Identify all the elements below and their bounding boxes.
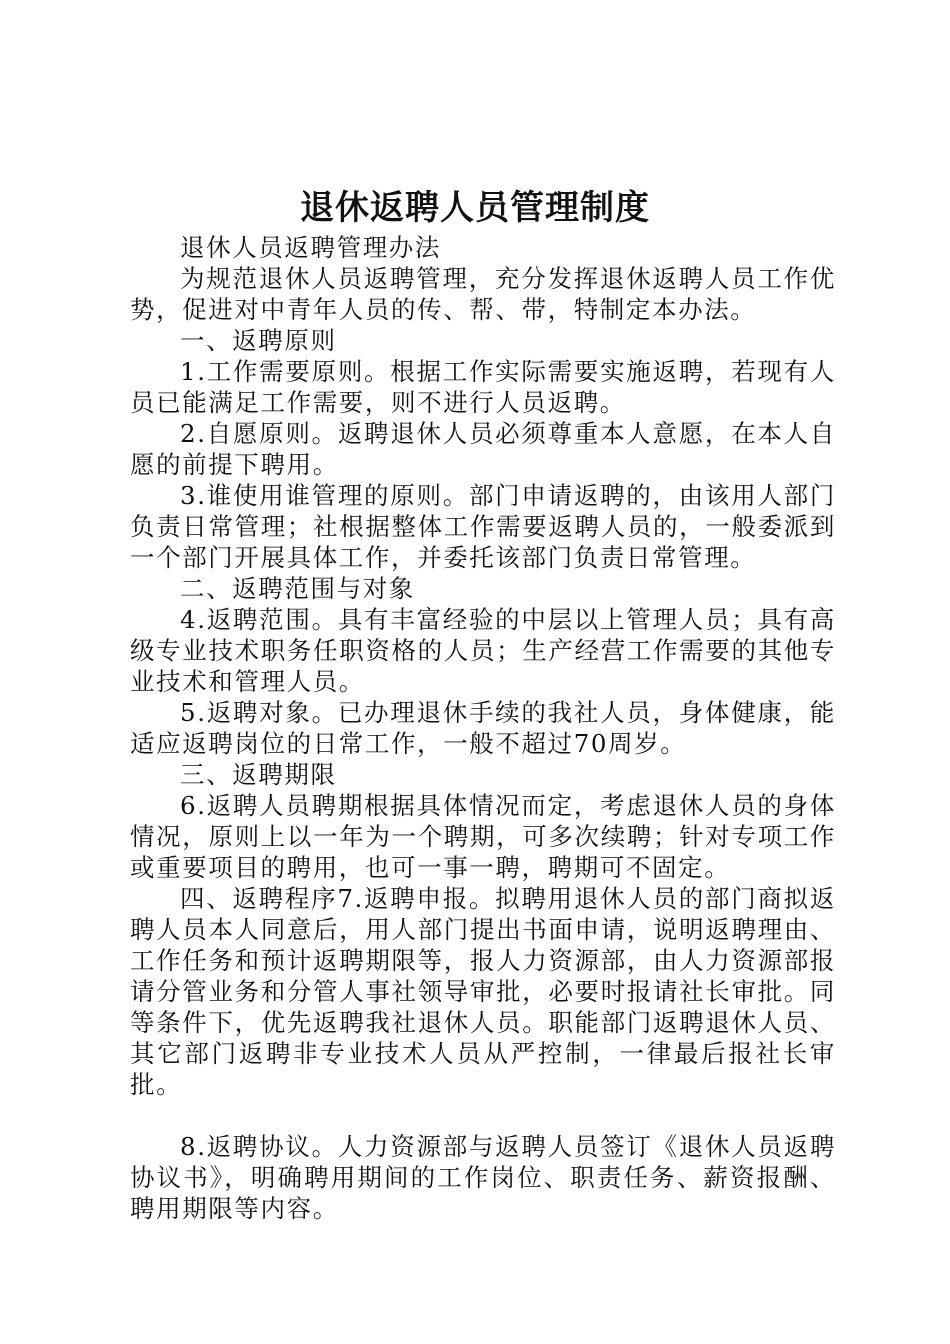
intro-paragraph: 为规范退休人员返聘管理，充分发挥退休返聘人员工作优势，促进对中青年人员的传、帮、带，特制定本办法。 [130,264,836,324]
clause-4-paragraph: 4.返聘范围。具有丰富经验的中层以上管理人员；具有高级专业技术职务任职资格的人员；生产经营工作需要的其他专业技术和管理人员。 [130,605,836,696]
page-title: 退休返聘人员管理制度 [300,188,650,228]
section-heading-scope: 二、返聘范围与对象 [180,574,415,603]
clause-3-paragraph: 3.谁使用谁管理的原则。部门申请返聘的，由该用人部门负责日常管理；社根据整体工作需要返聘人员的，一般委派到一个部门开展具体工作，并委托该部门负责日常管理。 [130,481,836,572]
section-heading-term: 三、返聘期限 [180,760,337,789]
document-body [130,232,836,1224]
section-heading-principles: 一、返聘原则 [180,326,337,355]
clause-7-paragraph: 四、返聘程序7.返聘申报。拟聘用退休人员的部门商拟返聘人员本人同意后，用人部门提出书面申请，说明返聘理由、工作任务和预计返聘期限等，报人力资源部，由人力资源部报请分管业务和分管人事社领导审批，必要时报请社长审批。同等条件下，优先返聘我社退休人员。职能部门返聘退休人员、其它部门返聘非专业技术人员从严控制，一律最后报社长审批。 [130,884,836,1099]
subtitle-paragraph: 退休人员返聘管理办法 [180,233,441,262]
clause-5-paragraph: 5.返聘对象。已办理退休手续的我社人员，身体健康，能适应返聘岗位的日常工作，一般不超过70周岁。 [130,698,836,758]
clause-1-paragraph: 1.工作需要原则。根据工作实际需要实施返聘，若现有人员已能满足工作需要，则不进行人员返聘。 [130,357,836,417]
clause-2-paragraph: 2.自愿原则。返聘退休人员必须尊重本人意愿，在本人自愿的前提下聘用。 [130,419,836,479]
clause-8-paragraph: 8.返聘协议。人力资源部与返聘人员签订《退休人员返聘协议书》，明确聘用期间的工作岗位、职责任务、薪资报酬、聘用期限等内容。 [130,1132,836,1223]
clause-6-paragraph: 6.返聘人员聘期根据具体情况而定，考虑退休人员的身体情况，原则上以一年为一个聘期，可多次续聘；针对专项工作或重要项目的聘用，也可一事一聘，聘期可不固定。 [130,791,836,882]
